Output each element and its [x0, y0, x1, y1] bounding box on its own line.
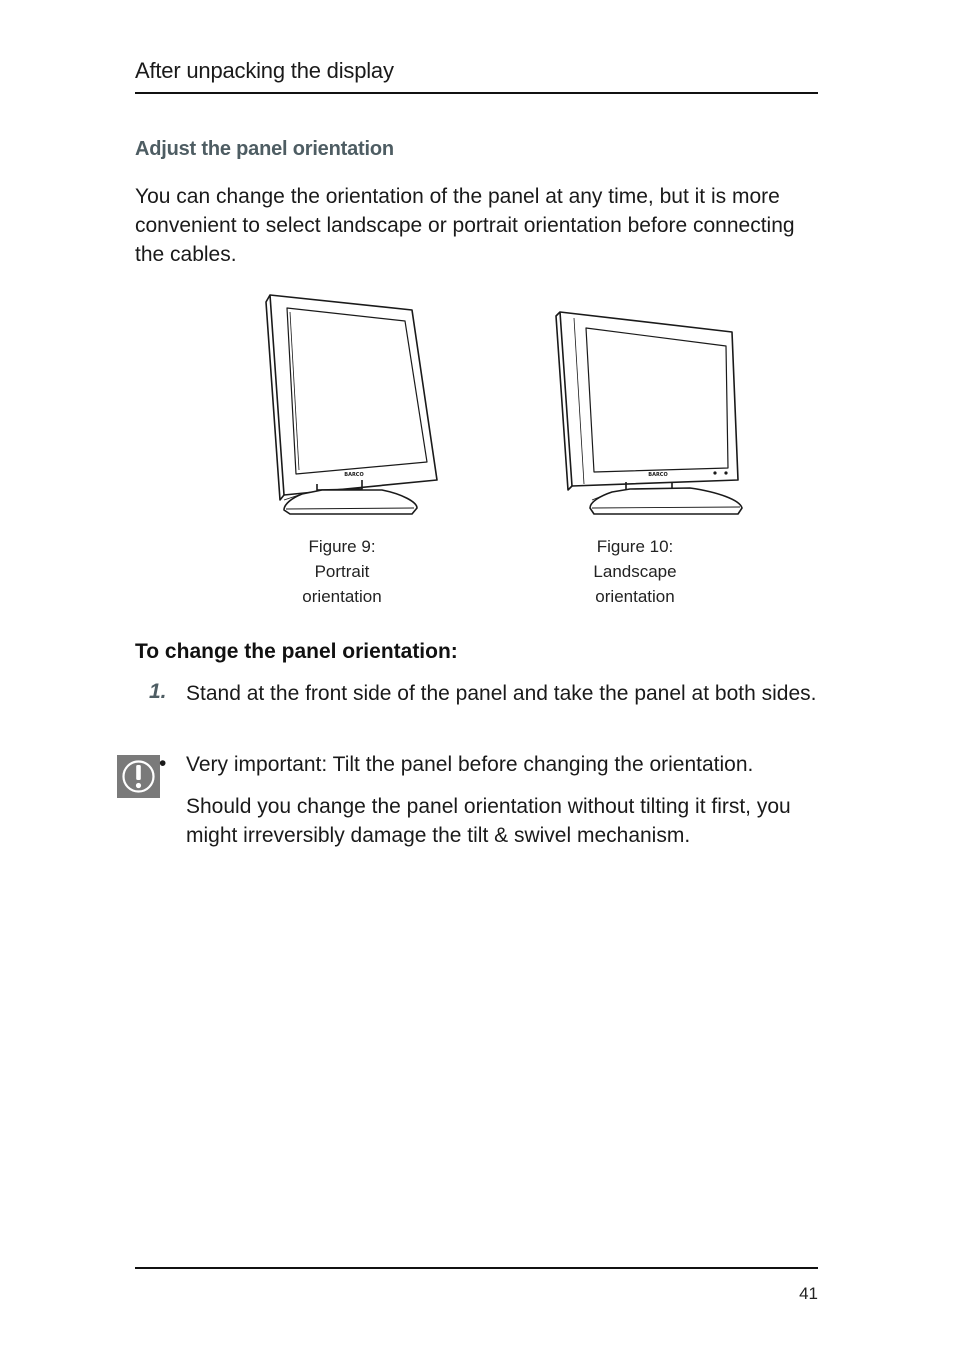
- figure-10-caption: [575, 534, 695, 609]
- intro-paragraph: You can change the orientation of the panel at any time, but it is more convenient to select landscape or portrait orientation before connecting the cables.: [135, 185, 795, 266]
- portrait-monitor-illustration: [262, 290, 444, 520]
- warning-detail: Should you change the panel orientation without tilting it first, you might irreversibly damage the tilt & swivel mechanism.: [186, 795, 791, 847]
- figure-caption-line: orientation: [595, 587, 675, 606]
- header-divider: [135, 92, 818, 94]
- section-heading: Adjust the panel orientation: [135, 138, 394, 160]
- procedure-heading: To change the panel orientation:: [135, 640, 458, 663]
- page-number: 41: [799, 1284, 818, 1303]
- brand-logo: BARCO: [344, 472, 364, 478]
- figure-caption-line: Landscape: [593, 562, 677, 581]
- figure-caption-line: Portrait: [314, 562, 370, 581]
- exclamation-icon: [117, 755, 160, 798]
- figure-caption-line: orientation: [302, 587, 382, 606]
- page-header-title: After unpacking the display: [135, 58, 394, 83]
- figure-label: Figure 10:: [596, 537, 674, 556]
- step-number: 1.: [149, 680, 167, 703]
- step-text: Stand at the front side of the panel and take the panel at both sides.: [186, 682, 817, 705]
- brand-logo: BARCO: [648, 472, 668, 478]
- landscape-monitor-illustration: [550, 308, 750, 520]
- warning-bullet: •: [159, 752, 167, 775]
- figure-label: Figure 9:: [308, 537, 376, 556]
- footer-divider: [135, 1267, 818, 1269]
- warning-text: Very important: Tilt the panel before changing the orientation.: [186, 753, 754, 776]
- figure-9-caption: [282, 534, 402, 609]
